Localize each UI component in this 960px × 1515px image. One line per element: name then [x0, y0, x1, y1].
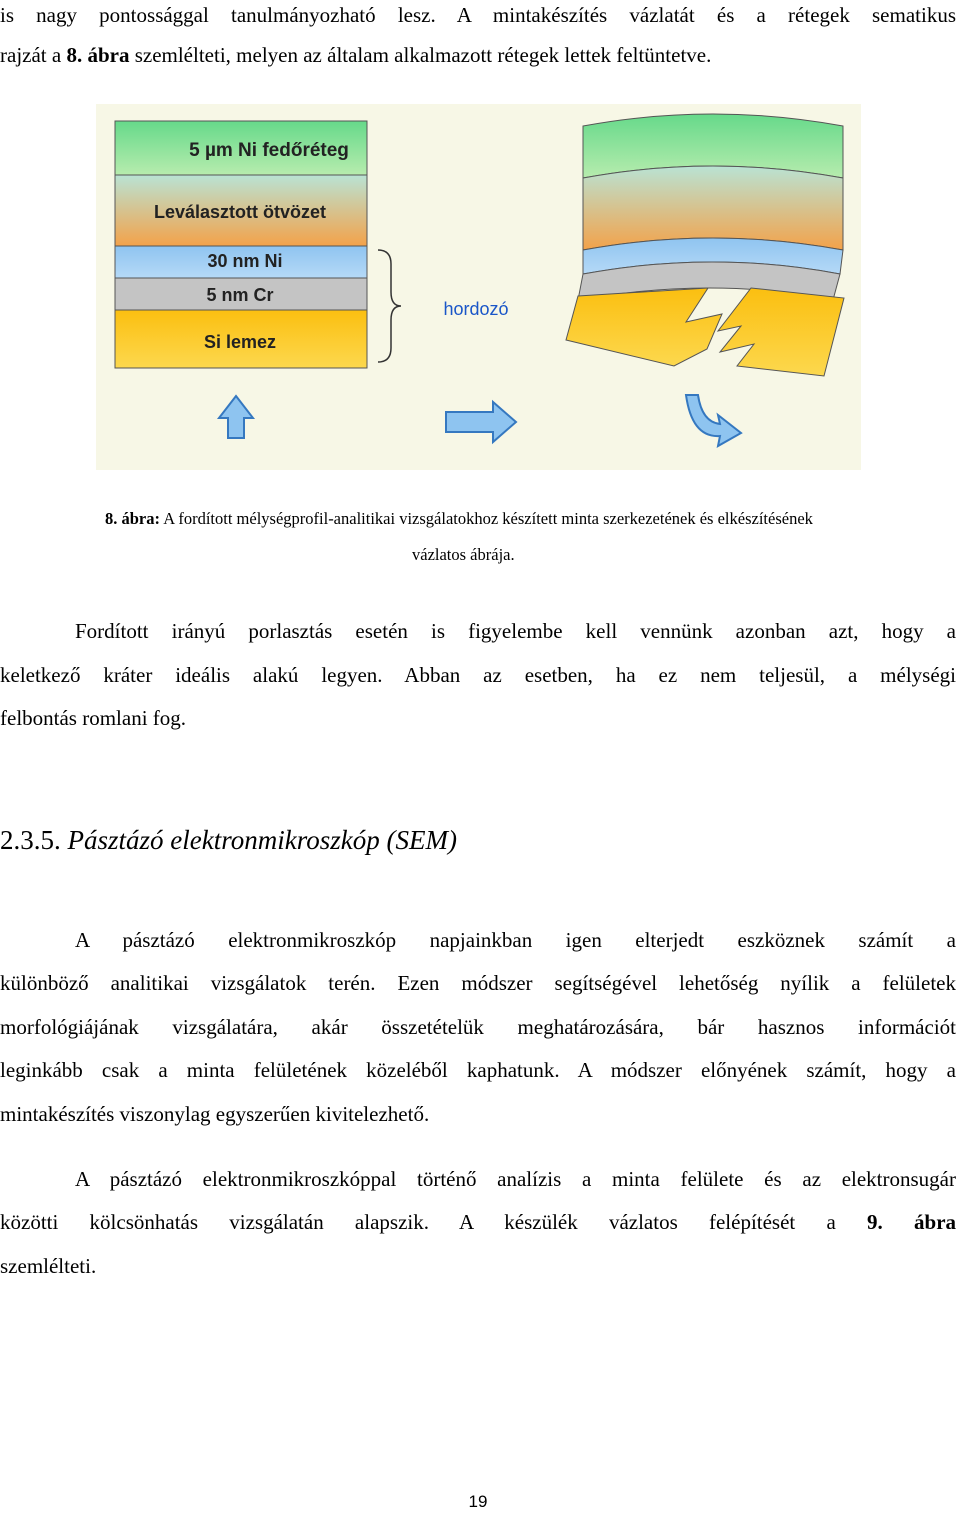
- label-alloy: Leválasztott ötvözet: [153, 202, 327, 222]
- paragraph-line: morfológiájának vizsgálatára, akár összetételük meghatározására, bár hasznos információt: [0, 1015, 956, 1039]
- text-fragment: rajzát a: [0, 43, 67, 67]
- page-number: 19: [468, 1492, 488, 1511]
- label-ni-thin: 30 nm Ni: [207, 251, 283, 271]
- section-heading: [0, 822, 457, 858]
- paragraph-line: keletkező kráter ideális alakú legyen. Abban az esetben, ha ez nem teljesül, a mélységi: [0, 663, 956, 687]
- paragraph-line: Fordított irányú porlasztás esetén is figyelembe kell vennünk azonban azt, hogy a: [75, 619, 956, 643]
- label-cr: 5 nm Cr: [206, 285, 274, 305]
- label-si: Si lemez: [203, 332, 277, 352]
- section-title: Pásztázó elektronmikroszkóp (SEM): [67, 825, 457, 855]
- paragraph-line: felbontás romlani fog.: [0, 706, 187, 730]
- caption-reference: 8. ábra:: [105, 509, 160, 528]
- figure-caption: [105, 507, 813, 531]
- figure-caption-line2: vázlatos ábrája.: [412, 545, 515, 564]
- paragraph-line: A pásztázó elektronmikroszkóp napjainkban igen elterjedt eszköznek számít a: [75, 928, 956, 952]
- bent-layer-alloy: [583, 166, 843, 250]
- figure-reference: 8. ábra: [66, 43, 130, 67]
- paragraph-line: A pásztázó elektronmikroszkóppal történő analízis a minta felülete és az elektronsugár: [75, 1167, 956, 1191]
- paragraph-line: szemlélteti.: [0, 1254, 97, 1278]
- text-line: is nagy pontossággal tanulmányozható lesz. A mintakészítés vázlatát és a rétegek sematikus: [0, 3, 956, 27]
- caption-text: A fordított mélységprofil-analitikai vizsgálatokhoz készített minta szerkezetének és elkészítésének: [160, 509, 813, 528]
- label-ni-top: 5 µm Ni fedőréteg: [189, 140, 349, 161]
- paragraph-line: különböző analitikai vizsgálatok terén. Ezen módszer segítségével lehetőség nyílik a felületek: [0, 971, 956, 995]
- substrate-label: hordozó: [443, 299, 509, 319]
- text-line: [0, 40, 956, 70]
- text-fragment: közötti kölcsönhatás vizsgálatán alapszik. A készülék vázlatos felépítését a: [0, 1210, 836, 1234]
- bent-stack: [566, 114, 844, 376]
- paragraph-line: leginkább csak a minta felületének közeléből kaphatunk. A módszer előnyének számít, hogy a: [0, 1058, 956, 1082]
- figure-reference: 9. ábra: [867, 1210, 957, 1234]
- text-fragment: szemlélteti, melyen az általam alkalmazott rétegek lettek feltüntetve.: [129, 43, 712, 67]
- section-number: 2.3.5.: [0, 825, 61, 855]
- paragraph-line: [0, 1207, 956, 1237]
- figure-8-diagram: [96, 104, 861, 470]
- paragraph-line: mintakészítés viszonylag egyszerűen kivitelezhető.: [0, 1102, 430, 1126]
